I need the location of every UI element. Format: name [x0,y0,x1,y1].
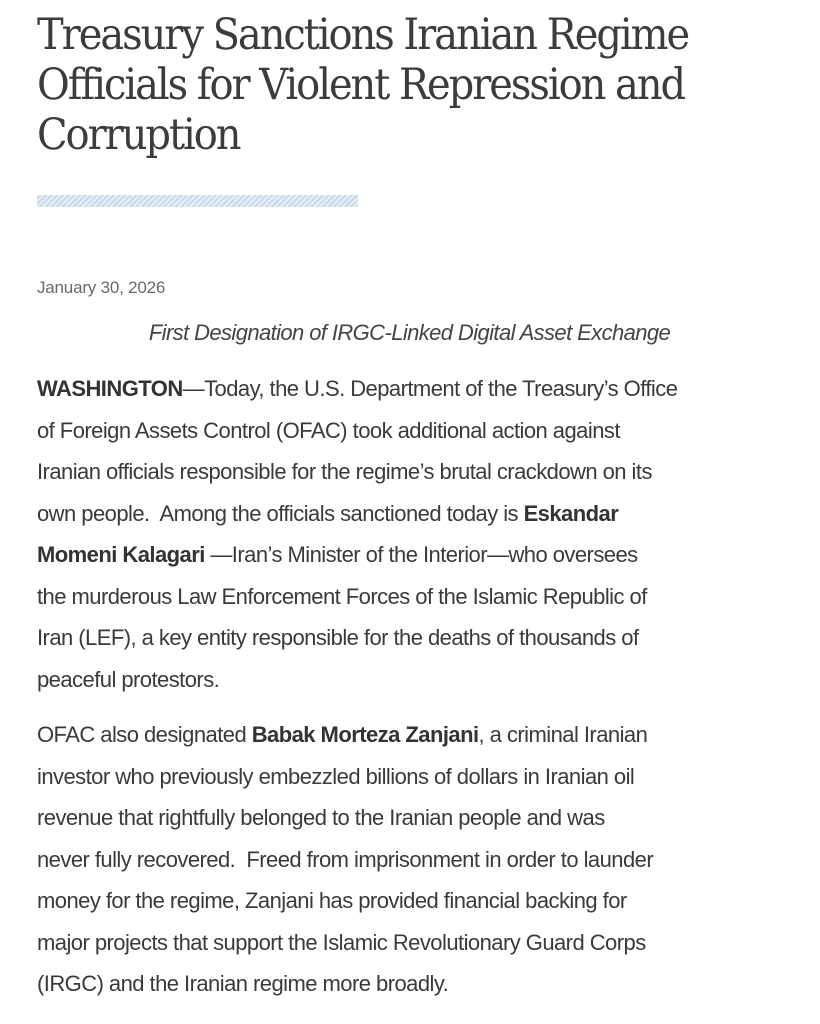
text-line: revenue that rightfully belonged to the Iranian people and was [37,805,605,830]
text-line: Iranian officials responsible for the regime’s brutal crackdown on its [37,459,652,484]
text-line: money for the regime, Zanjani has provided financial backing for [37,888,627,913]
text-line: of Foreign Assets Control (OFAC) took additional action against [37,417,620,443]
text-line: major projects that support the Islamic Revolutionary Guard Corps [37,929,646,955]
text-line: Iran (LEF), a key entity responsible for the deaths of thousands of [37,625,639,650]
decorative-hatch-divider [37,195,358,207]
text-line: peaceful protestors. [37,666,220,692]
sanctioned-name: Eskandar [523,500,619,526]
text-line: investor who previously embezzled billions of dollars in Iranian oil [37,763,635,789]
publish-date: January 30, 2026 [37,278,166,297]
paragraph-2 [37,714,797,1005]
dateline: WASHINGTON [37,376,183,401]
paragraph-1 [37,368,797,700]
title-line: Treasury Sanctions Iranian Regime [37,10,689,60]
page-title [37,10,744,160]
title-line: Officials for Violent Repression and [37,60,685,110]
sanctioned-name: Momeni Kalagari [37,542,205,567]
text-line: OFAC also designated Babak Morteza Zanjani, a criminal Iranian [37,722,648,747]
text-line: never fully recovered. Freed from imprisonment in order to launder [37,846,654,872]
text-line: the murderous Law Enforcement Forces of the Islamic Republic of [37,583,647,609]
text-line: own people. Among the officials sanctioned today is Eskandar [37,500,619,526]
article-subtitle: First Designation of IRGC-Linked Digital Asset Exchange [148,320,671,345]
text-line: WASHINGTON—Today, the U.S. Department of the Treasury’s Office [37,376,678,401]
text-line: (IRGC) and the Iranian regime more broadly. [37,971,449,996]
text-line: Momeni Kalagari —Iran’s Minister of the Interior—who oversees [37,542,638,567]
title-line: Corruption [37,110,240,160]
sanctioned-name: Babak Morteza Zanjani [251,722,479,747]
